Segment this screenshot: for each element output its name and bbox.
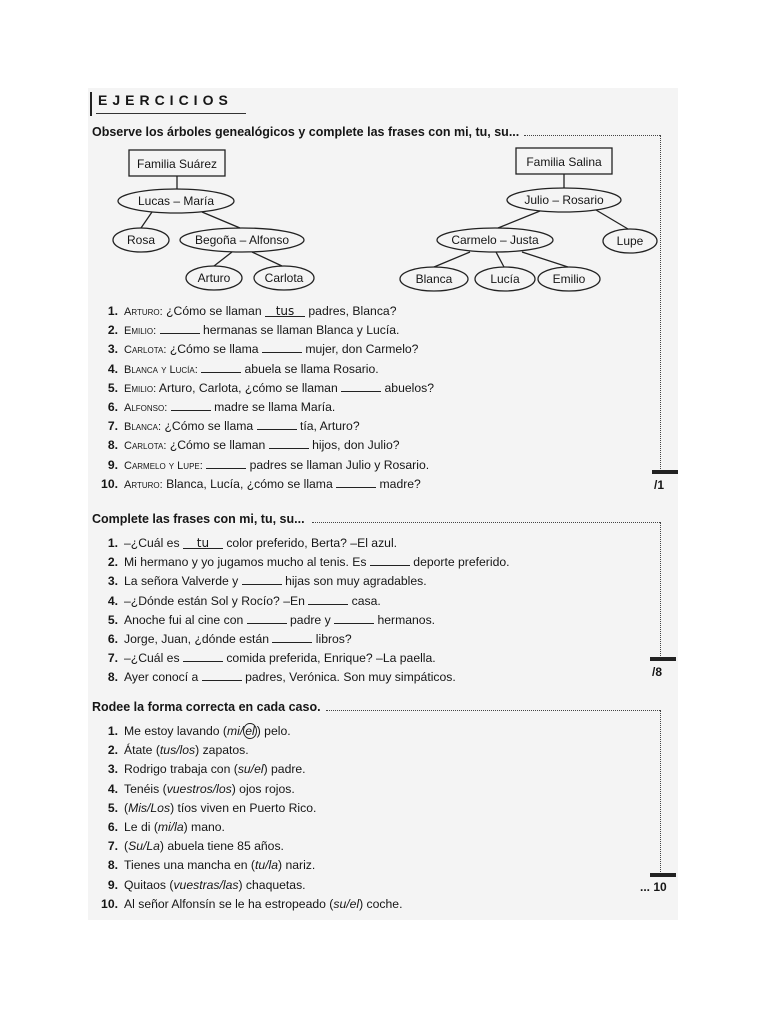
answer-blank[interactable] [206, 458, 246, 469]
tree1-child1-label: Rosa [126, 233, 156, 247]
answer-blank[interactable] [242, 574, 282, 585]
option-choice[interactable]: vuestras/las [173, 877, 239, 892]
option-choice[interactable]: su/el [333, 896, 360, 911]
list-item: 8. Carlota: ¿Cómo se llaman hijos, don Julio? [107, 438, 400, 453]
answer-blank[interactable] [272, 632, 312, 643]
exercise-2-instruction: Complete las frases con mi, tu, su... [92, 512, 305, 526]
list-item: 1. –¿Cuál es tu color preferido, Berta? –El azul. [107, 536, 398, 550]
list-item: 1. Arturo: ¿Cómo se llaman tus padres, Blanca? [107, 304, 397, 318]
tree2-grandchild3-label: Emilio [552, 272, 586, 286]
exercise-3-dotted-leader [326, 710, 660, 711]
answer-blank[interactable] [269, 438, 309, 449]
list-item: 6. Jorge, Juan, ¿dónde están libros? [107, 631, 352, 646]
list-item: 4. –¿Dónde están Sol y Rocío? –En casa. [107, 593, 381, 608]
answer-blank[interactable] [336, 477, 376, 488]
list-item: 10. Arturo: Blanca, Lucía, ¿cómo se llama madre? [101, 476, 421, 491]
answer-blank[interactable] [160, 323, 200, 334]
list-item: 4. Blanca y Lucía: abuela se llama Rosario. [107, 361, 379, 376]
tree2-family-label: Familia Salina [526, 155, 602, 169]
exercise-3-score-tick [650, 873, 676, 877]
tree2-child2-label: Lupe [616, 234, 644, 248]
exercise-2-score-line [660, 522, 661, 658]
answer-blank[interactable] [247, 613, 287, 624]
page-title: EJERCICIOS [98, 92, 233, 108]
option-choice[interactable]: Mis/Los [128, 800, 171, 815]
exercise-2-list [94, 536, 510, 690]
list-item: 2. Átate (tus/los) zapatos. [107, 743, 249, 758]
list-item: 9. Carmelo y Lupe: padres se llaman Julio y Rosario. [107, 457, 430, 472]
exercise-1-instruction: Observe los árboles genealógicos y complete las frases con mi, tu, su... [92, 125, 520, 139]
list-item: 5. Anoche fui al cine con padre y hermanos. [107, 612, 436, 627]
exercise-2-dotted-leader [312, 522, 660, 523]
tree2-child1-label: Carmelo – Justa [451, 233, 539, 247]
list-item: 7. –¿Cuál es comida preferida, Enrique? –La paella. [107, 651, 436, 666]
exercise-1-score-tick [652, 470, 678, 474]
option-choice[interactable]: tu/la [254, 858, 279, 873]
option-choice[interactable]: tus/los [159, 743, 196, 758]
tree1-grandchild2-label: Carlota [264, 271, 304, 285]
option-choice[interactable]: Su/La [128, 839, 160, 854]
answer-blank[interactable] [183, 651, 223, 662]
list-item: 4. Tenéis (vuestros/los) ojos rojos. [107, 781, 295, 796]
exercise-3-score-line [660, 710, 661, 876]
answer-blank[interactable] [334, 613, 374, 624]
exercise-3-list [94, 724, 402, 916]
exercise-1-score: /1 [654, 478, 665, 492]
answer-blank[interactable] [370, 555, 410, 566]
option-choice[interactable]: vuestros/los [166, 781, 232, 796]
answer-blank[interactable] [341, 381, 381, 392]
list-item: 3. La señora Valverde y hijas son muy agradables. [107, 574, 427, 589]
tree1-child2-label: Begoña – Alfonso [194, 233, 290, 247]
tree1-couple-label: Lucas – María [137, 194, 215, 208]
circled-answer[interactable]: el [245, 724, 255, 738]
option-choice[interactable]: mi/la [157, 819, 184, 834]
list-item: 2. Emilio: hermanas se llaman Blanca y Lucía. [107, 323, 400, 338]
option-choice[interactable]: su/el [237, 762, 264, 777]
list-item: 8. Tienes una mancha en (tu/la) nariz. [107, 858, 316, 873]
list-item: 6. Le di (mi/la) mano. [107, 819, 225, 834]
answer-blank[interactable] [257, 419, 297, 430]
exercise-1-list [94, 304, 434, 496]
list-item: 1. Me estoy lavando (mi/ el ) pelo. [107, 724, 291, 738]
list-item: 5. (Mis/Los) tíos viven en Puerto Rico. [107, 800, 317, 815]
list-item: 2. Mi hermano y yo jugamos mucho al tenis. Es deporte preferido. [107, 555, 510, 570]
family-trees [0, 0, 768, 300]
answer-blank[interactable] [308, 594, 348, 605]
list-item: 3. Carlota: ¿Cómo se llama mujer, don Carmelo? [107, 342, 419, 357]
exercise-3-score: ... 10 [640, 880, 667, 894]
tree2-grandchild1-label: Blanca [415, 272, 453, 286]
answer-blank[interactable]: tus [265, 306, 305, 317]
list-item: 6. Alfonso: madre se llama María. [107, 399, 336, 414]
exercise-2-score: /8 [652, 665, 663, 679]
answer-blank[interactable] [202, 670, 242, 681]
exercise-2-score-tick [650, 657, 676, 661]
list-item: 8. Ayer conocí a padres, Verónica. Son muy simpáticos. [107, 670, 456, 685]
list-item: 5. Emilio: Arturo, Carlota, ¿cómo se llaman abuelos? [107, 380, 434, 395]
list-item: 10. Al señor Alfonsín se le ha estropeado (su/el) coche. [101, 896, 403, 911]
tree1-family-label: Familia Suárez [136, 157, 218, 171]
exercise-3-instruction: Rodee la forma correcta en cada caso. [92, 700, 321, 714]
answer-blank[interactable] [201, 362, 241, 373]
list-item: 7. (Su/La) abuela tiene 85 años. [107, 839, 284, 854]
answer-blank[interactable] [262, 342, 302, 353]
answer-blank[interactable] [171, 400, 211, 411]
tree2-grandchild2-label: Lucía [490, 272, 520, 286]
tree1-grandchild1-label: Arturo [197, 271, 231, 285]
answer-blank[interactable]: tu [183, 538, 223, 549]
list-item: 9. Quitaos (vuestras/las) chaquetas. [107, 877, 306, 892]
tree2-couple-label: Julio – Rosario [524, 193, 604, 207]
list-item: 7. Blanca: ¿Cómo se llama tía, Arturo? [107, 419, 360, 434]
list-item: 3. Rodrigo trabaja con (su/el) padre. [107, 762, 306, 777]
